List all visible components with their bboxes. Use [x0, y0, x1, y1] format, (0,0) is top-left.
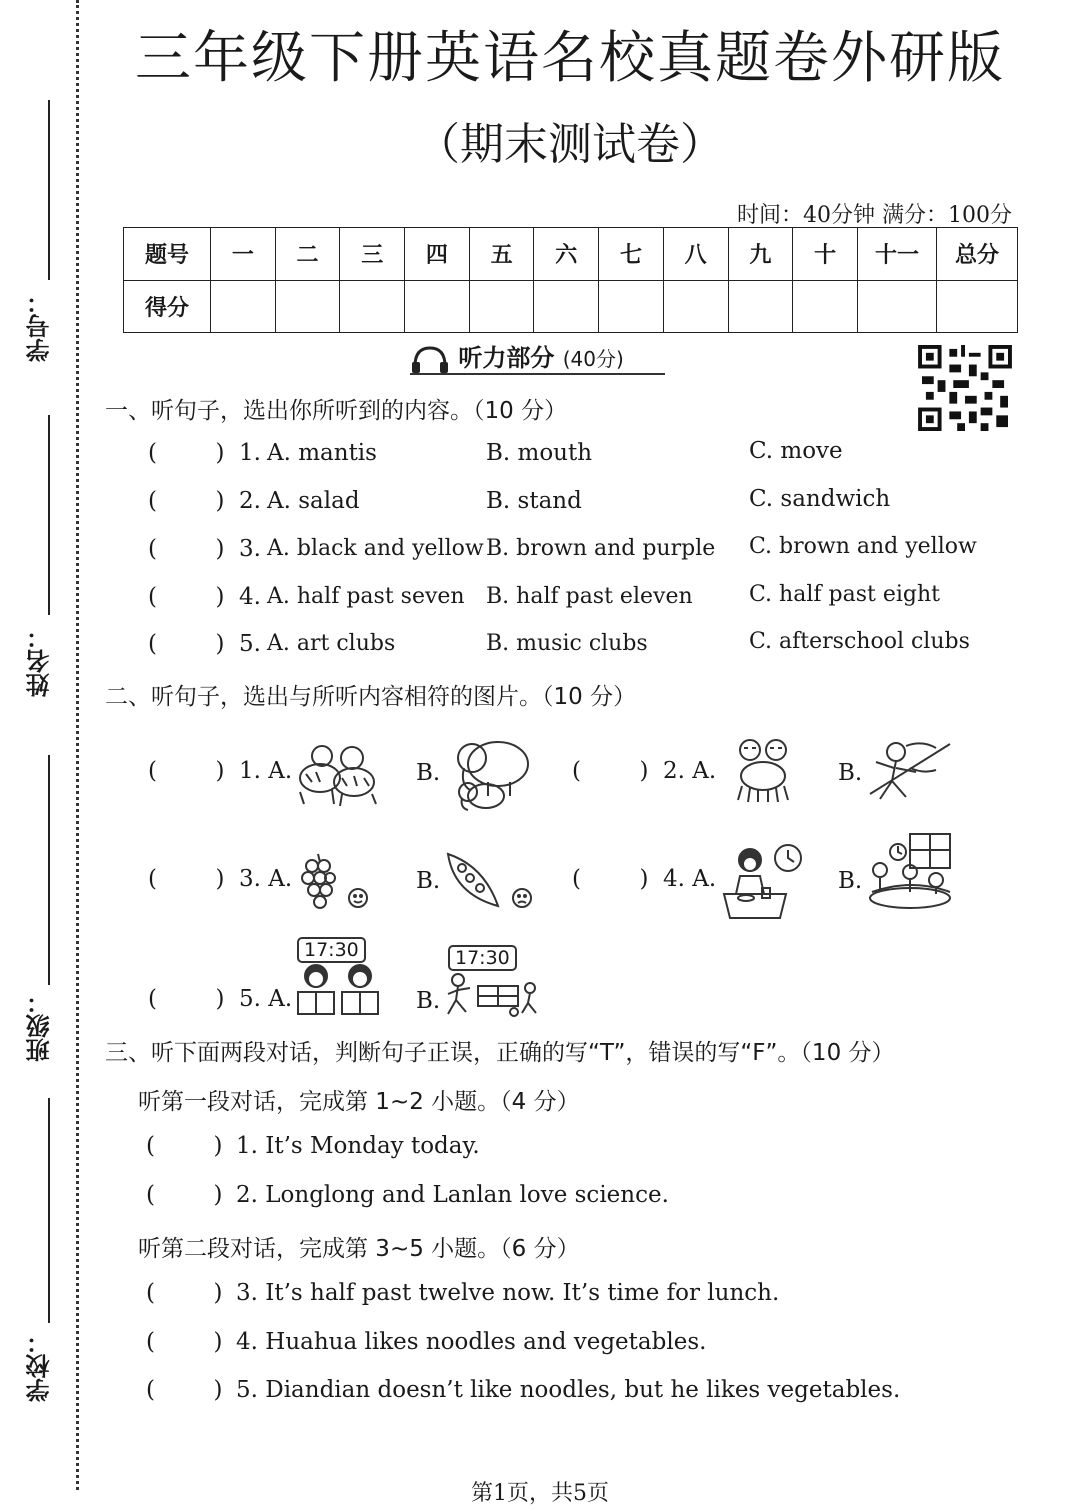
monkey-king-picture-icon — [866, 738, 952, 806]
student-id-label: 学号： — [26, 290, 54, 362]
score-input-cell[interactable] — [728, 280, 793, 333]
page-subtitle: （期末测试卷） — [416, 119, 724, 170]
statement: 1. It’s Monday today. — [236, 1133, 480, 1159]
score-table-header-row — [124, 228, 1018, 281]
answer-blank[interactable]: ( ) — [148, 758, 225, 784]
table-cell: 九 — [728, 228, 793, 281]
table-cell: 四 — [405, 228, 470, 281]
statement: 4. Huahua likes noodles and vegetables. — [236, 1329, 707, 1355]
score-input-cell[interactable] — [534, 280, 599, 333]
school-line — [48, 1098, 50, 1323]
question-label: 3. A. — [239, 866, 293, 892]
table-cell: 十一 — [858, 228, 937, 281]
playing-football-picture-icon — [444, 972, 544, 1018]
option-b: B. mouth — [486, 440, 593, 466]
table-cell: 八 — [663, 228, 728, 281]
girl-eating-breakfast-picture-icon — [720, 842, 804, 920]
score-input-cell[interactable] — [275, 280, 340, 333]
name-label: 姓名： — [26, 625, 54, 697]
option-a: A. salad — [267, 488, 360, 514]
answer-blank[interactable]: ( ) — [146, 1329, 223, 1355]
score-input-cell[interactable] — [793, 280, 858, 333]
answer-blank[interactable]: ( ) — [148, 631, 225, 657]
option-b: B. half past eleven — [486, 584, 693, 609]
table-cell: 一 — [211, 228, 276, 281]
option-c: C. move — [749, 438, 843, 464]
class-label: 班级： — [26, 990, 54, 1062]
option-b-label: B. — [416, 868, 441, 894]
page-footer: 第1页，共5页 — [471, 1481, 609, 1506]
question-label: 1. A. — [239, 758, 293, 784]
score-input-cell[interactable] — [469, 280, 534, 333]
student-id-line — [48, 100, 50, 280]
score-table — [123, 227, 1018, 333]
listening-banner-score: (40分) — [562, 347, 624, 371]
elephants-picture-icon — [450, 734, 536, 812]
score-input-cell[interactable] — [340, 280, 405, 333]
option-b-label: B. — [838, 760, 863, 786]
score-input-cell[interactable] — [405, 280, 470, 333]
answer-blank[interactable]: ( ) — [572, 866, 649, 892]
name-line — [48, 415, 50, 615]
answer-blank[interactable]: ( ) — [148, 488, 225, 514]
score-input-cell[interactable] — [599, 280, 664, 333]
table-cell: 六 — [534, 228, 599, 281]
answer-blank[interactable]: ( ) — [148, 440, 225, 466]
listening-banner-title: 听力部分 — [458, 344, 555, 372]
question-number: 5. — [239, 631, 261, 657]
question-label: 5. A. — [239, 986, 293, 1012]
class-line — [48, 755, 50, 985]
option-b: B. stand — [486, 488, 582, 514]
answer-blank[interactable]: ( ) — [146, 1182, 223, 1208]
table-cell: 总分 — [937, 228, 1018, 281]
grapes-picture-icon — [296, 852, 372, 914]
answer-blank[interactable]: ( ) — [572, 758, 649, 784]
answer-blank[interactable]: ( ) — [148, 866, 225, 892]
option-a: A. mantis — [267, 440, 377, 466]
option-b: B. brown and purple — [486, 536, 716, 561]
table-cell: 二 — [275, 228, 340, 281]
question-number: 2. — [239, 488, 261, 514]
option-c: C. half past eight — [749, 582, 940, 607]
score-table-score-row — [124, 280, 1018, 333]
table-cell: 七 — [599, 228, 664, 281]
lion-dance-picture-icon — [728, 736, 798, 806]
page-title: 三年级下册英语名校真题卷外研版 — [135, 26, 1005, 91]
option-b-label: B. — [416, 760, 441, 786]
statement: 3. It’s half past twelve now. It’s time for lunch. — [236, 1280, 780, 1306]
time-info: 时间：40分钟 满分：100分 — [737, 203, 1012, 228]
peas-picture-icon — [444, 850, 534, 912]
section3-part2: 听第二段对话，完成第 3~5 小题。（6 分） — [138, 1236, 580, 1262]
binding-dotted-line — [76, 0, 79, 1490]
answer-blank[interactable]: ( ) — [146, 1133, 223, 1159]
question-label: 2. A. — [663, 758, 717, 784]
answer-blank[interactable]: ( ) — [148, 584, 225, 610]
section3-part1: 听第一段对话，完成第 1~2 小题。（4 分） — [138, 1089, 580, 1115]
statement: 5. Diandian doesn’t like noodles, but he likes vegetables. — [236, 1377, 901, 1403]
option-c: C. brown and yellow — [749, 534, 977, 559]
table-cell: 三 — [340, 228, 405, 281]
table-cell: 五 — [469, 228, 534, 281]
section2-heading: 二、听句子，选出与所听内容相符的图片。（10 分） — [105, 684, 637, 710]
score-input-cell[interactable] — [937, 280, 1018, 333]
option-a: A. black and yellow — [267, 536, 484, 561]
table-cell: 十 — [793, 228, 858, 281]
question-label: 4. A. — [663, 866, 717, 892]
option-c: C. afterschool clubs — [749, 629, 970, 654]
score-input-cell[interactable] — [663, 280, 728, 333]
qr-code-icon — [917, 345, 1013, 431]
option-b-label: B. — [416, 988, 441, 1014]
answer-blank[interactable]: ( ) — [146, 1280, 223, 1306]
family-dinner-picture-icon — [864, 830, 954, 918]
question-number: 3. — [239, 536, 261, 562]
table-cell: 得分 — [124, 280, 211, 333]
boys-reading-picture-icon — [294, 962, 384, 1018]
answer-blank[interactable]: ( ) — [148, 986, 225, 1012]
statement: 2. Longlong and Lanlan love science. — [236, 1182, 669, 1208]
score-input-cell[interactable] — [858, 280, 937, 333]
option-a: A. half past seven — [267, 584, 465, 609]
section1-heading: 一、听句子，选出你所听到的内容。（10 分） — [105, 398, 568, 424]
option-b-label: B. — [838, 868, 863, 894]
tigers-picture-icon — [292, 738, 384, 808]
table-cell: 题号 — [124, 228, 211, 281]
option-c: C. sandwich — [749, 486, 891, 512]
question-number: 4. — [239, 584, 261, 610]
banner-underline — [410, 373, 665, 375]
section3-heading: 三、听下面两段对话，判断句子正误，正确的写“T”，错误的写“F”。（10 分） — [105, 1040, 895, 1066]
question-number: 1. — [239, 440, 261, 466]
answer-blank[interactable]: ( ) — [148, 536, 225, 562]
option-b: B. music clubs — [486, 631, 648, 656]
answer-blank[interactable]: ( ) — [146, 1377, 223, 1403]
option-a: A. art clubs — [267, 631, 396, 656]
clock-time-badge-a: 17:30 — [297, 937, 366, 963]
score-input-cell[interactable] — [211, 280, 276, 333]
headphones-icon — [410, 344, 450, 374]
clock-time-badge-b: 17:30 — [448, 945, 517, 971]
school-label: 学校： — [26, 1330, 54, 1402]
listening-banner — [410, 338, 624, 374]
